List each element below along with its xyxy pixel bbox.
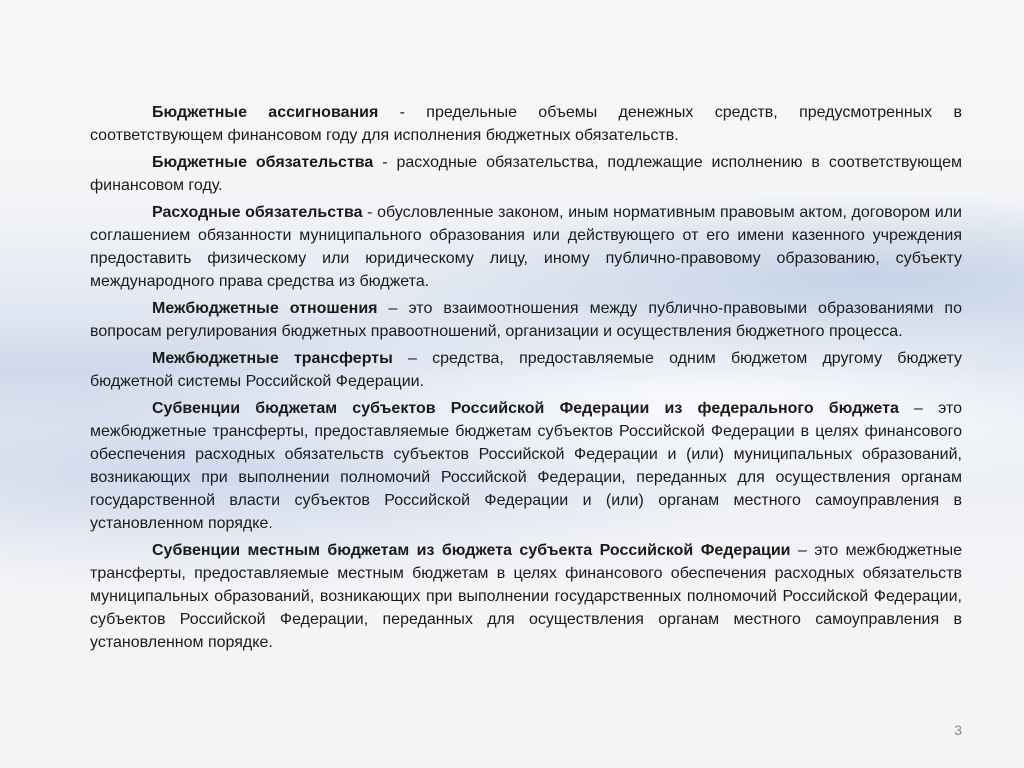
term: Субвенции местным бюджетам из бюджета субъекта Российской Федерации (152, 542, 791, 559)
slide-body (90, 101, 962, 658)
definition: – это взаимоотношения между публично-правовыми образованиями по вопросам регулирования бюджетных правоотношений, организации и осуществления бюджетного процесса. (90, 300, 962, 340)
definition-paragraph-local-subventions (90, 539, 962, 654)
definition: – это межбюджетные трансферты, предоставляемые местным бюджетам в целях финансового обеспечения расходных обязательств муниципальных образований, возникающих при выполнении государственных полномочий Российской Федерации, субъектов Российской Федерации, переданных для осуществления органам местного самоуправления в установленном порядке. (90, 542, 962, 651)
definition: – это межбюджетные трансферты, предоставляемые бюджетам субъектов Российской Федерации в целях финансового обеспечения расходных обязательств субъектов Российской Федерации и (или) муниципальных образований, возникающих при выполнении полномочий Российской Федерации, переданных для осуществления органам государственной власти субъектов Российской Федерации и (или) органам местного самоуправления в установленном порядке. (90, 400, 962, 532)
term: Расходные обязательства (152, 204, 363, 221)
term: Бюджетные ассигнования (152, 104, 379, 121)
term: Бюджетные обязательства (152, 154, 374, 171)
definition-paragraph-expenditure-obligations (90, 201, 962, 293)
definition: - расходные обязательства, подлежащие исполнению в соответствующем финансовом году. (90, 154, 962, 194)
definition-paragraph-budget-allocations (90, 101, 962, 147)
page-number: 3 (954, 722, 962, 738)
term: Субвенции бюджетам субъектов Российской Федерации из федерального бюджета (152, 400, 899, 417)
definition-paragraph-interbudget-relations (90, 297, 962, 343)
definition: - предельные объемы денежных средств, предусмотренных в соответствующем финансовом году для исполнения бюджетных обязательств. (90, 104, 962, 144)
definition: – средства, предоставляемые одним бюджетом другому бюджету бюджетной системы Российской Федерации. (90, 350, 962, 390)
definition-paragraph-federal-subventions (90, 397, 962, 535)
definition-paragraph-budget-obligations (90, 151, 962, 197)
definition: - обусловленные законом, иным нормативным правовым актом, договором или соглашением обязанности муниципального образования или действующего от его имени казенного учреждения предоставить физическому или юридическому лицу, иному публично-правовому образованию, субъекту международного права средства из бюджета. (90, 204, 962, 290)
term: Межбюджетные трансферты (152, 350, 393, 367)
definition-paragraph-interbudget-transfers (90, 347, 962, 393)
term: Межбюджетные отношения (152, 300, 378, 317)
